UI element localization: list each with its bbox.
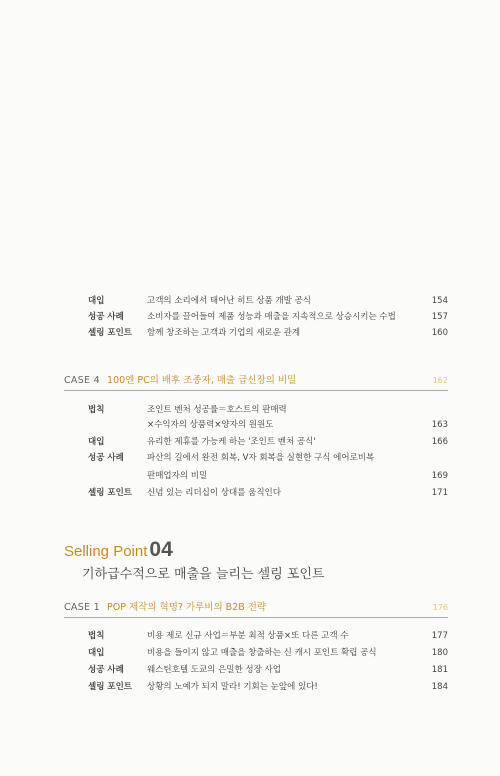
entry-label: 성공 사례 xyxy=(88,453,124,463)
entry-label: 셀링 포인트 xyxy=(88,328,133,338)
entry-label: 법칙 xyxy=(88,631,105,641)
entry-title: 유리한 제휴를 가능케 하는 '조인트 벤처 공식' xyxy=(147,437,316,447)
chapter-number: 04 xyxy=(149,538,173,561)
entry-page-number: 160 xyxy=(431,328,448,338)
entry-label: 성공 사례 xyxy=(88,312,124,322)
chapter-title: 기하급수적으로 매출을 늘리는 셀링 포인트 xyxy=(82,567,325,582)
entry-title: 조인트 벤처 성공률＝호스트의 판매력 xyxy=(147,405,287,415)
case-page-number: 162 xyxy=(432,376,448,385)
entry-title: 신념 있는 리더십이 상대를 움직인다 xyxy=(147,488,281,498)
entry-page-number: 181 xyxy=(431,665,448,675)
entry-page-number: 154 xyxy=(431,296,448,306)
entry-page-number: 166 xyxy=(431,437,448,447)
toc-entry[interactable] xyxy=(0,294,500,308)
divider xyxy=(64,390,448,391)
entry-page-number: 171 xyxy=(431,488,448,498)
entry-page-number: 180 xyxy=(431,648,448,658)
case-heading[interactable] xyxy=(64,373,448,389)
entry-label: 성공 사례 xyxy=(88,665,124,675)
toc-entry[interactable] xyxy=(0,486,500,500)
entry-title: 고객의 소리에서 태어난 히트 상품 개발 공식 xyxy=(147,296,312,306)
entry-label: 셀링 포인트 xyxy=(88,682,133,692)
toc-entry[interactable] xyxy=(0,680,500,694)
entry-title: 파산의 길에서 완전 회복, V자 회복을 실현한 구식 에어로비복 xyxy=(147,453,375,463)
entry-title: 상황의 노예가 되지 말라! 기회는 눈앞에 있다! xyxy=(147,682,318,692)
toc-entry[interactable] xyxy=(0,451,500,465)
toc-entry[interactable] xyxy=(0,326,500,340)
entry-label: 대입 xyxy=(88,648,105,658)
entry-label: 대입 xyxy=(88,296,105,306)
entry-title: 판매업자의 비밀 xyxy=(147,471,208,481)
toc-entry[interactable] xyxy=(0,663,500,677)
toc-entry[interactable] xyxy=(0,629,500,643)
case-heading[interactable] xyxy=(64,600,448,616)
divider xyxy=(64,617,448,618)
entry-page-number: 157 xyxy=(431,312,448,322)
entry-label: 대입 xyxy=(88,437,105,447)
entry-title: ×수익자의 상품력×양자의 원원도 xyxy=(147,420,274,430)
entry-page-number: 177 xyxy=(431,631,448,641)
chapter-label: Selling Point xyxy=(64,543,148,560)
toc-entry[interactable] xyxy=(0,418,500,432)
toc-entry[interactable] xyxy=(0,435,500,449)
entry-title: 웨스틴호텔 도쿄의 은밀한 성장 사업 xyxy=(147,665,281,675)
toc-entry[interactable] xyxy=(0,469,500,483)
toc-entry[interactable] xyxy=(0,646,500,660)
toc-entry[interactable] xyxy=(0,310,500,324)
case-title: 100엔 PC의 배후 조종자, 매출 급신장의 비밀 xyxy=(107,375,297,386)
case-page-number: 176 xyxy=(432,603,448,612)
entry-title: 비용 제로 신규 사업＝부분 최적 상품×또 다른 고객 수 xyxy=(147,631,349,641)
entry-title: 함께 창조하는 고객과 기업의 새로운 관계 xyxy=(147,328,301,338)
entry-title: 소비자를 끌어들여 제품 성능과 매출을 지속적으로 상승시키는 수법 xyxy=(147,312,396,322)
case-number: CASE 1 xyxy=(64,602,101,613)
case-title: POP 제작의 혁명? 가루비의 B2B 전략 xyxy=(107,602,267,613)
entry-page-number: 169 xyxy=(431,471,448,481)
chapter-heading[interactable] xyxy=(64,538,173,564)
entry-title: 비용을 들이지 않고 매출을 창출하는 신 캐시 포인트 확립 공식 xyxy=(147,648,377,658)
entry-label: 셀링 포인트 xyxy=(88,488,133,498)
entry-label: 법칙 xyxy=(88,405,105,415)
toc-entry[interactable] xyxy=(0,403,500,417)
entry-page-number: 184 xyxy=(431,682,448,692)
entry-page-number: 163 xyxy=(431,420,448,430)
case-number: CASE 4 xyxy=(64,375,101,386)
